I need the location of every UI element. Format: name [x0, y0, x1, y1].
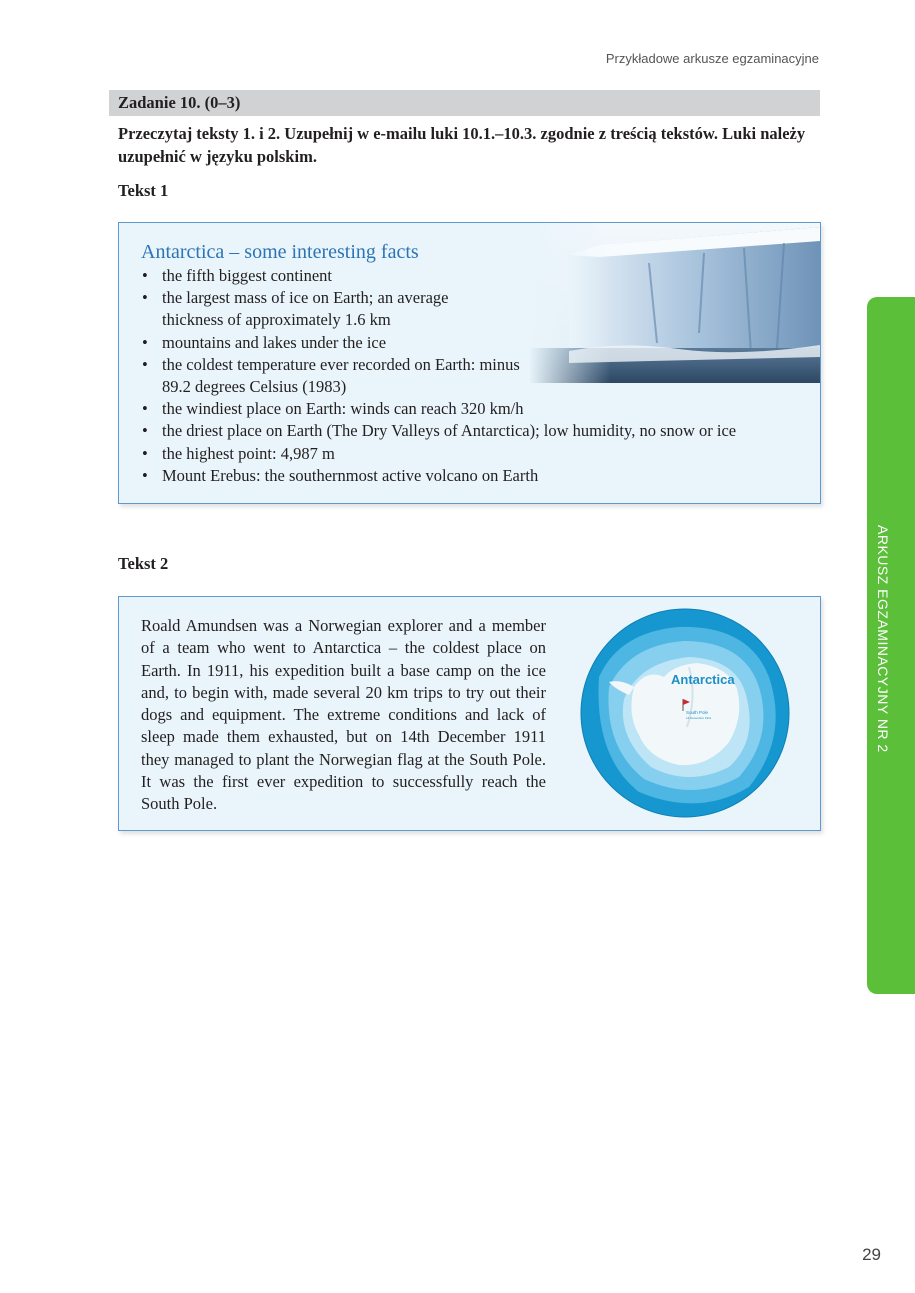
page-number: 29 — [862, 1245, 881, 1264]
text2-body: Roald Amundsen was a Norwegian explorer and a member of a team who went to Antarctica – the coldest place on Earth. In 1911, his expedition built a base camp on the ice and, to begin with, made several 20 km trips to try out their dogs and equipment. The extreme conditions and lack of sleep made them exhausted, but on 14th December 1911 they managed to plant the Norwegian flag at the South Pole. It was the first ever expedition to successfully reach the South Pole. — [141, 616, 546, 814]
side-tab — [867, 297, 915, 994]
text1-box — [118, 222, 821, 504]
map-label: Antarctica — [671, 672, 735, 687]
list-item: • the highest point: 4,987 m — [141, 443, 821, 465]
text2-box — [118, 596, 821, 831]
running-header: Przykładowe arkusze egzaminacyjne — [605, 51, 819, 66]
text1-label: Tekst 1 — [118, 181, 169, 200]
task-title-bar — [109, 90, 820, 116]
map-flag-date: 14 December 1911 — [686, 716, 712, 720]
list-item: • mountains and lakes under the ice — [141, 332, 821, 354]
facts-list — [141, 265, 821, 487]
list-item: • the coldest temperature ever recorded on Earth: minus 89.2 degrees Celsius (1983) — [141, 354, 522, 398]
task-title: Zadanie 10. (0–3) — [118, 93, 241, 112]
list-item: • the largest mass of ice on Earth; an average thickness of approximately 1.6 km — [141, 287, 487, 331]
antarctica-map — [579, 607, 791, 819]
list-item: • Mount Erebus: the southernmost active volcano on Earth — [141, 465, 821, 487]
map-flag-label: South Pole — [686, 710, 709, 715]
facts-title: Antarctica – some interesting facts — [141, 241, 419, 263]
task-instruction: Przeczytaj teksty 1. i 2. Uzupełnij w e-mailu luki 10.1.–10.3. zgodnie z treścią tekstów. Luki należy uzupełnić w języku polskim. — [118, 124, 806, 166]
list-item: • the windiest place on Earth: winds can reach 320 km/h — [141, 398, 821, 420]
list-item: • the fifth biggest continent — [141, 265, 821, 287]
side-tab-label: ARKUSZ EGZAMINACYJNY NR 2 — [875, 525, 891, 753]
text2-label: Tekst 2 — [118, 554, 169, 573]
list-item: • the driest place on Earth (The Dry Valleys of Antarctica); low humidity, no snow or ice — [141, 420, 821, 442]
